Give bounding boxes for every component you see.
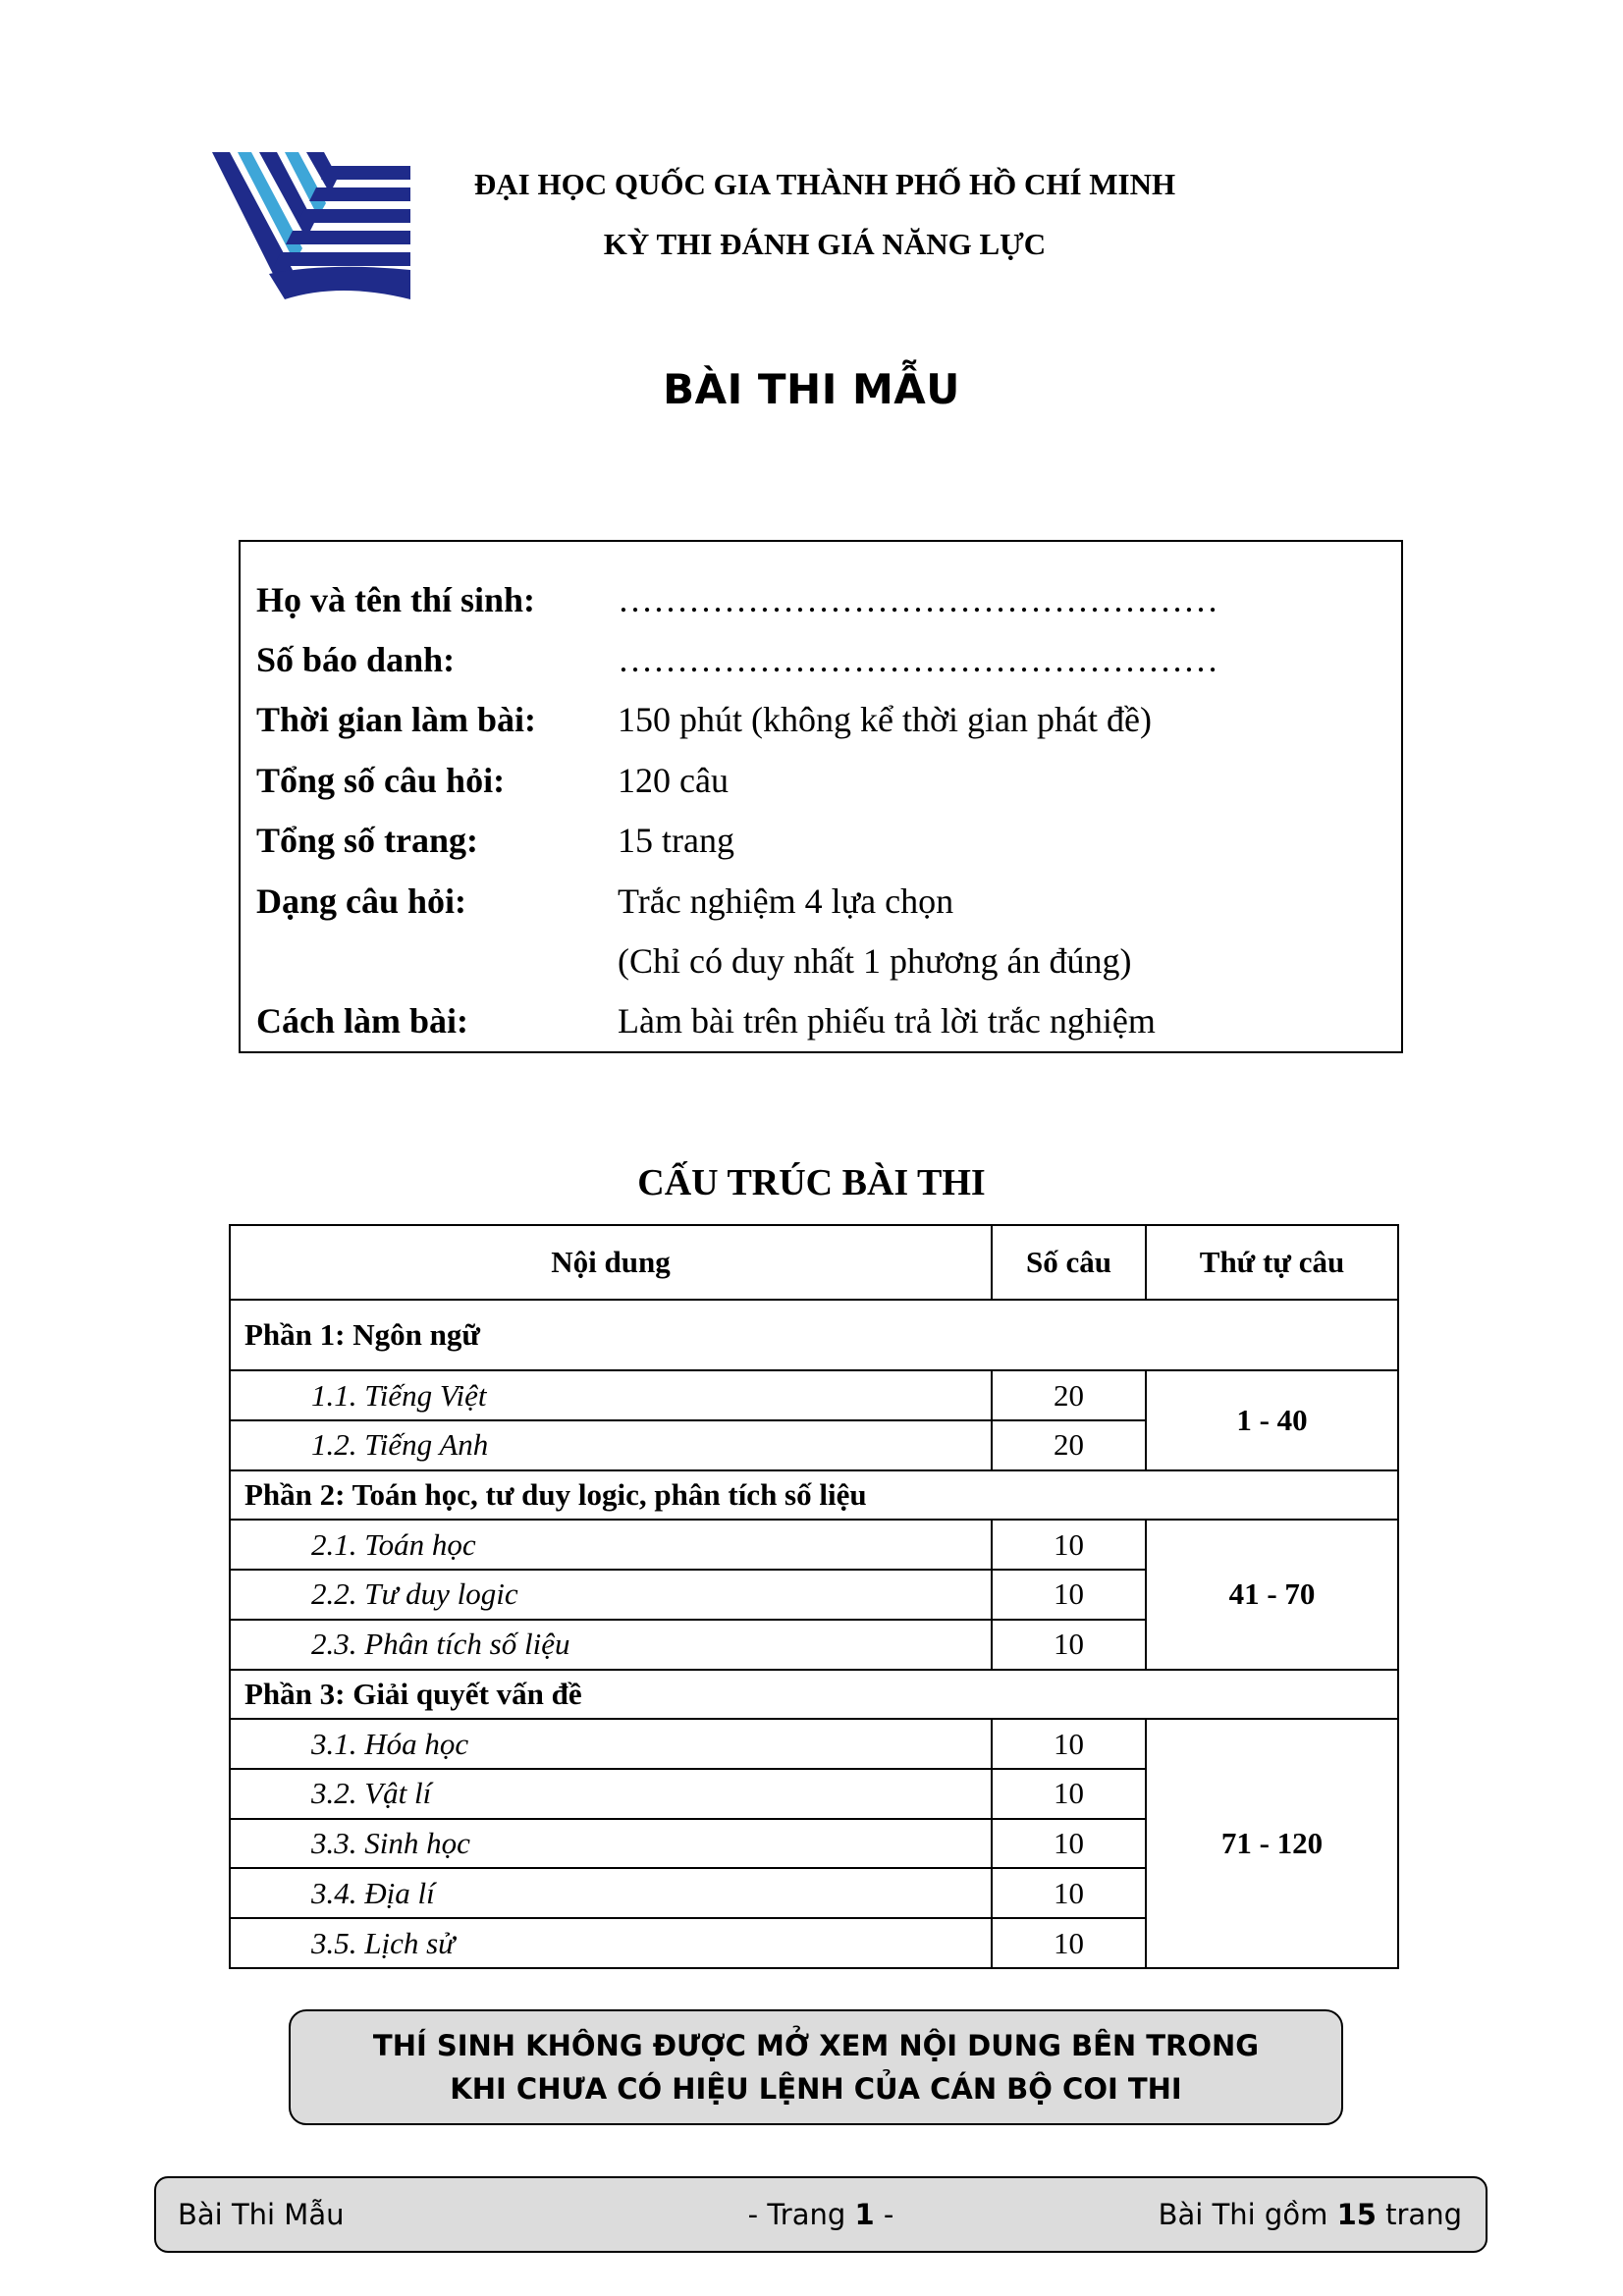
question-count: 10 xyxy=(992,1819,1146,1869)
footer-page-value: 1 xyxy=(854,2198,875,2231)
logo-hstripe xyxy=(274,252,410,266)
structure-title: CẤU TRÚC BÀI THI xyxy=(637,1162,986,1203)
subject-name: 3.1. Hóa học xyxy=(230,1719,992,1769)
table-header-row xyxy=(230,1225,1398,1300)
subject-name: 3.2. Vật lí xyxy=(230,1769,992,1819)
subject-name: 2.1. Toán học xyxy=(230,1520,992,1570)
subject-name: 3.4. Địa lí xyxy=(230,1868,992,1918)
question-count: 10 xyxy=(992,1570,1146,1620)
question-count: 10 xyxy=(992,1769,1146,1819)
column-header: Thứ tự câu xyxy=(1146,1225,1398,1300)
exam-notice xyxy=(289,2009,1343,2125)
logo-hstripe xyxy=(286,231,410,244)
table-row xyxy=(230,1520,1398,1570)
footer-page-prefix: - Trang xyxy=(747,2198,855,2231)
part-row xyxy=(230,1300,1398,1370)
subject-name: 1.2. Tiếng Anh xyxy=(230,1420,992,1470)
footer-total-value: 15 xyxy=(1336,2198,1377,2231)
column-header: Số câu xyxy=(992,1225,1146,1300)
question-count: 10 xyxy=(992,1719,1146,1769)
part-row xyxy=(230,1470,1398,1521)
info-value: 15 trang xyxy=(618,821,734,860)
info-value: Trắc nghiệm 4 lựa chọn xyxy=(618,881,954,921)
subject-name: 3.5. Lịch sử xyxy=(230,1918,992,1968)
question-count: 20 xyxy=(992,1370,1146,1420)
info-label: Số báo danh: xyxy=(256,640,456,679)
info-value: (Chỉ có duy nhất 1 phương án đúng) xyxy=(618,941,1132,981)
footer-total-suffix: trang xyxy=(1376,2198,1462,2231)
info-value: …………………………………………… xyxy=(618,580,1218,619)
part-row xyxy=(230,1670,1398,1720)
page-title: BÀI THI MẪU xyxy=(663,365,960,413)
info-value: 150 phút (không kể thời gian phát đề) xyxy=(618,700,1152,739)
question-count: 10 xyxy=(992,1868,1146,1918)
column-header: Nội dung xyxy=(230,1225,992,1300)
organization-name: ĐẠI HỌC QUỐC GIA THÀNH PHỐ HỒ CHÍ MINH xyxy=(473,167,1176,201)
info-label: Họ và tên thí sinh: xyxy=(256,580,536,619)
notice-line: THÍ SINH KHÔNG ĐƯỢC MỞ XEM NỘI DUNG BÊN TRONG xyxy=(372,2029,1260,2062)
info-label: Tổng số trang: xyxy=(256,821,479,860)
info-label: Cách làm bài: xyxy=(256,1001,468,1041)
subject-name: 2.3. Phân tích số liệu xyxy=(230,1620,992,1670)
candidate-info-box xyxy=(239,540,1403,1053)
question-count: 10 xyxy=(992,1520,1146,1570)
question-count: 10 xyxy=(992,1918,1146,1968)
info-label: Dạng câu hỏi: xyxy=(256,881,467,921)
subject-name: 1.1. Tiếng Việt xyxy=(230,1370,992,1420)
question-range: 71 - 120 xyxy=(1146,1719,1398,1968)
info-value: Làm bài trên phiếu trả lời trắc nghiệm xyxy=(618,1001,1156,1041)
page-footer xyxy=(154,2176,1488,2253)
subject-name: 3.3. Sinh học xyxy=(230,1819,992,1869)
part-title: Phần 3: Giải quyết vấn đề xyxy=(230,1670,1398,1720)
subject-name: 2.2. Tư duy logic xyxy=(230,1570,992,1620)
question-count: 20 xyxy=(992,1420,1146,1470)
logo-hstripe xyxy=(298,209,410,223)
footer-total-prefix: Bài Thi gồm xyxy=(1158,2198,1337,2231)
footer-total-pages xyxy=(1159,2198,1462,2231)
notice-line: KHI CHƯA CÓ HIỆU LỆNH CỦA CÁN BỘ COI THI xyxy=(450,2072,1182,2106)
footer-doc-name: Bài Thi Mẫu xyxy=(178,2198,345,2231)
table-row xyxy=(230,1719,1398,1769)
question-count: 10 xyxy=(992,1620,1146,1670)
exam-structure-table xyxy=(229,1224,1399,1969)
info-value: 120 câu xyxy=(618,761,729,800)
part-title: Phần 1: Ngôn ngữ xyxy=(230,1300,1398,1370)
table-row xyxy=(230,1370,1398,1420)
part-title: Phần 2: Toán học, tư duy logic, phân tích số liệu xyxy=(230,1470,1398,1521)
logo-hstripe xyxy=(309,187,410,201)
university-logo xyxy=(212,152,410,299)
info-value: …………………………………………… xyxy=(618,640,1218,679)
info-label: Tổng số câu hỏi: xyxy=(256,761,506,800)
exam-name: KỲ THI ĐÁNH GIÁ NĂNG LỰC xyxy=(603,227,1047,261)
question-range: 1 - 40 xyxy=(1146,1370,1398,1469)
question-range: 41 - 70 xyxy=(1146,1520,1398,1669)
logo-swoosh xyxy=(269,267,410,299)
info-label: Thời gian làm bài: xyxy=(256,700,536,739)
footer-page-suffix: - xyxy=(874,2198,894,2231)
logo-hstripe xyxy=(321,166,410,180)
